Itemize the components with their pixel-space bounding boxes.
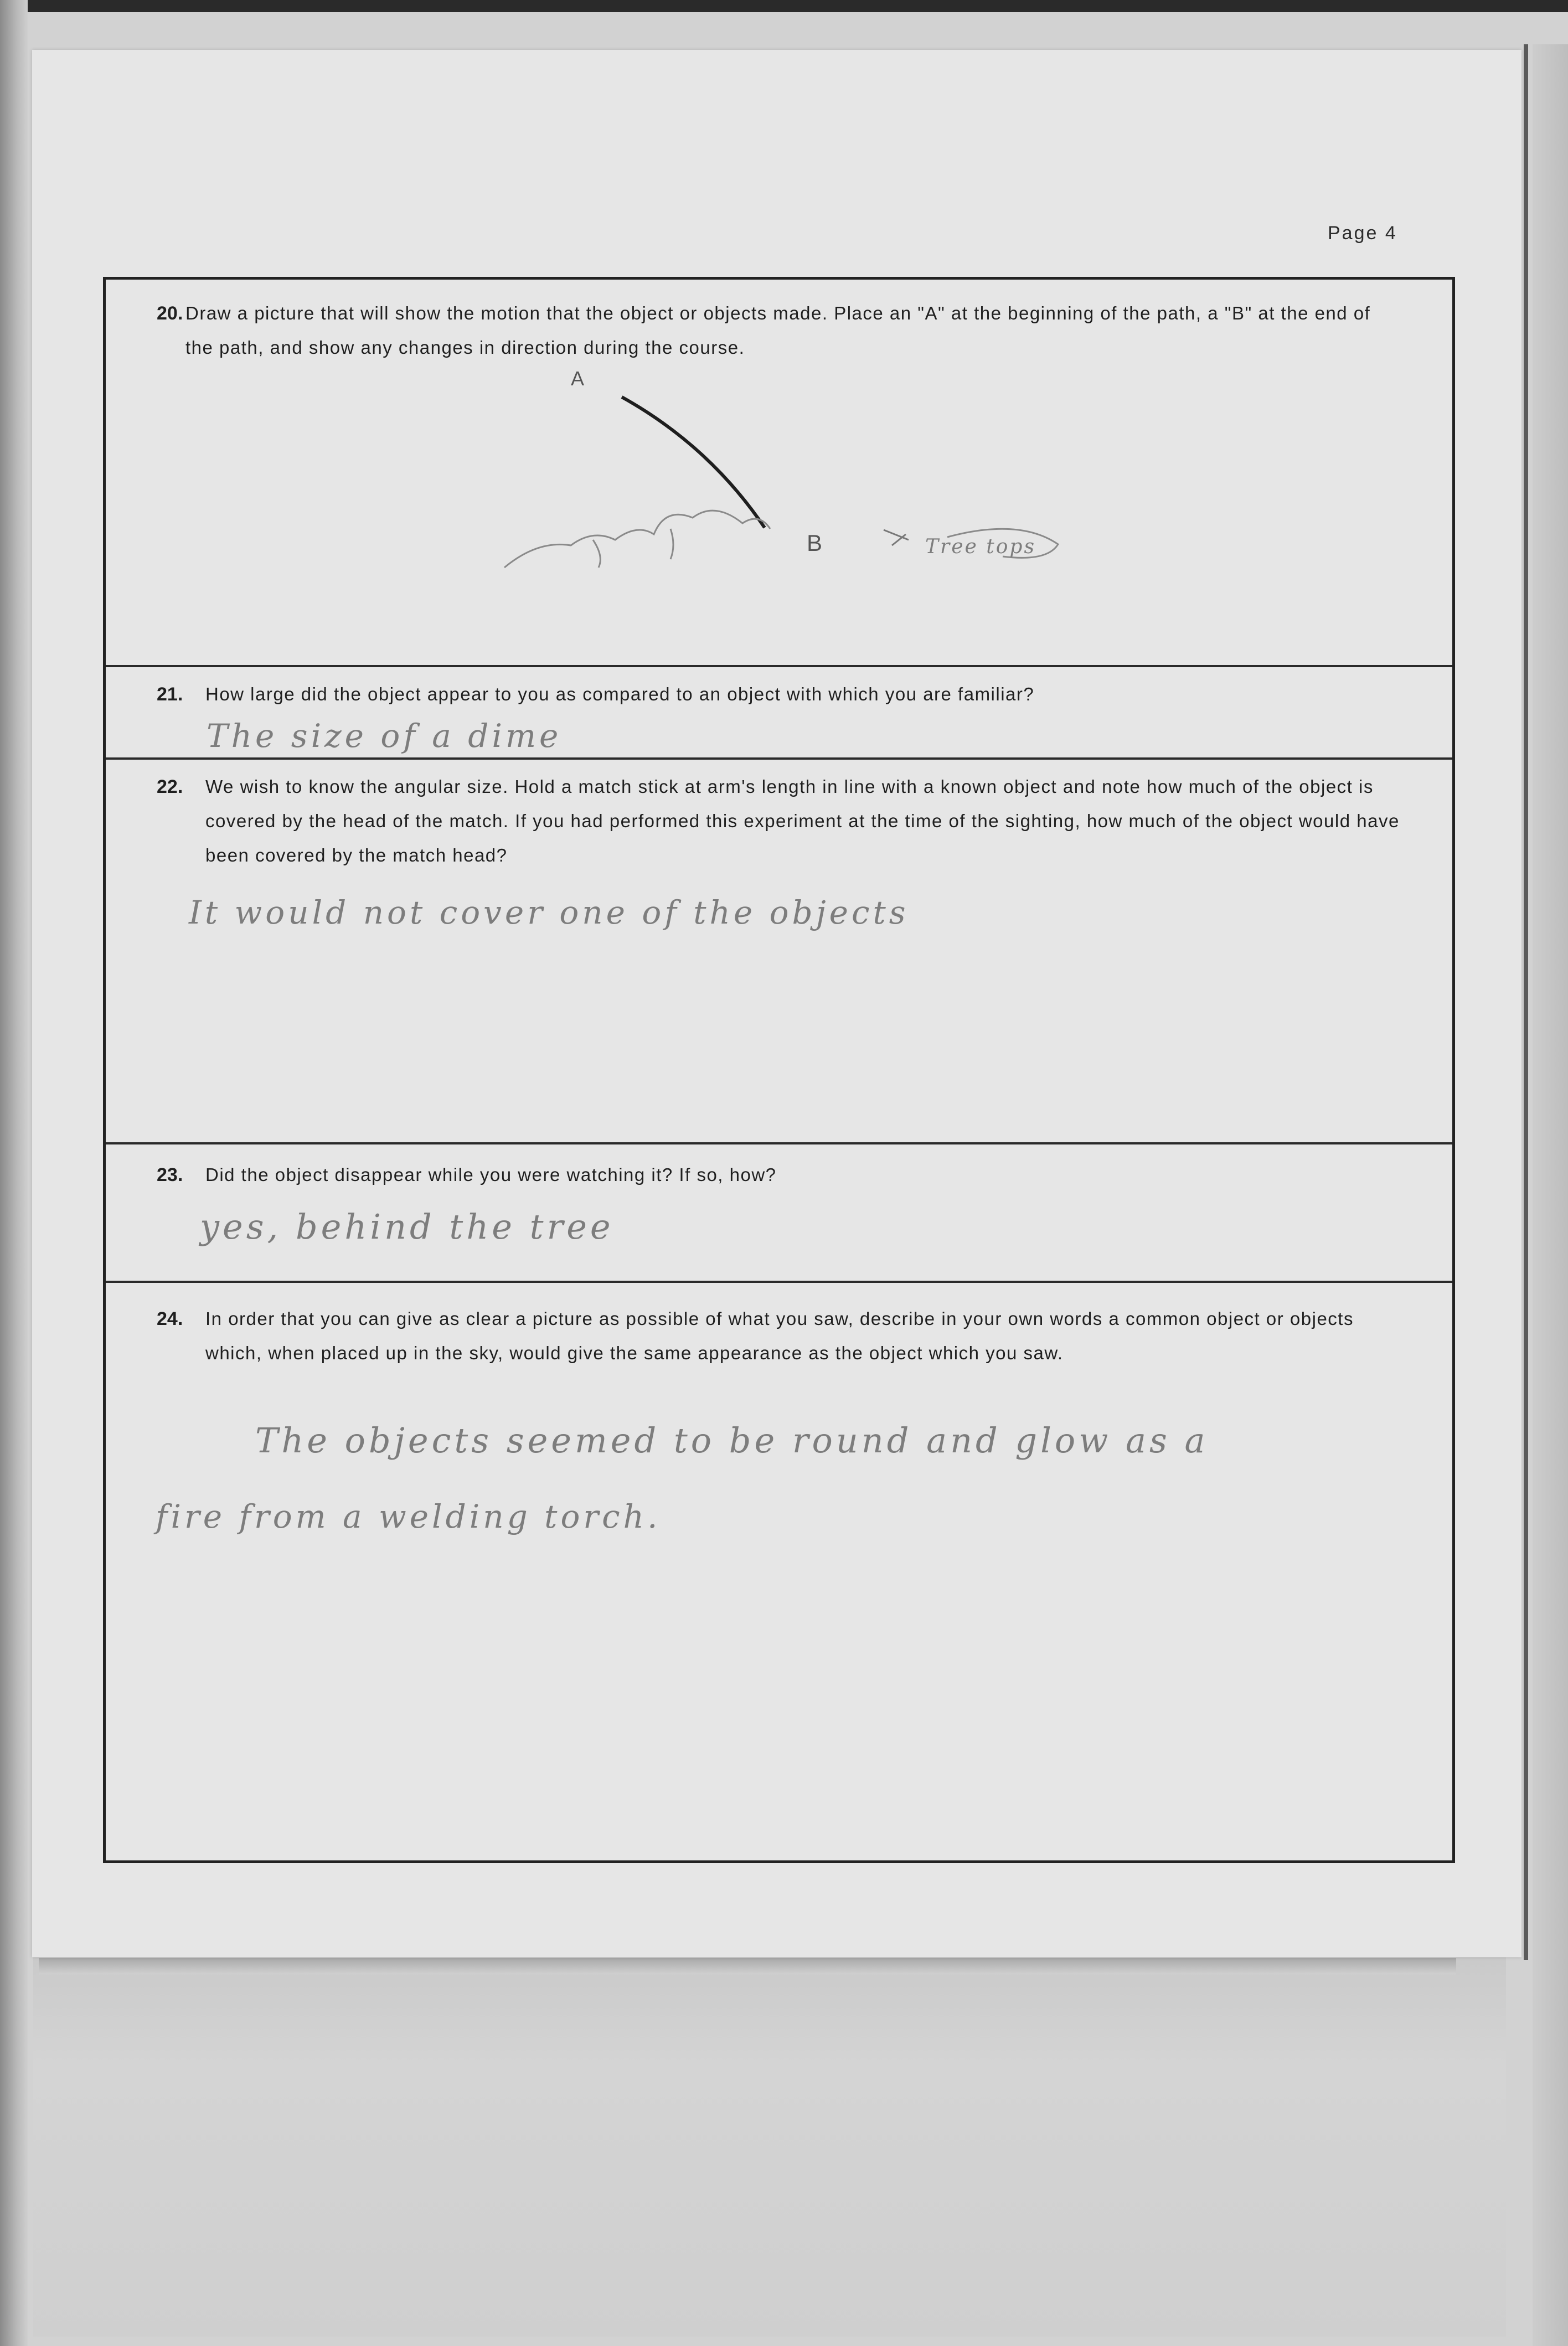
- handwritten-answer: It would not cover one of the objects: [189, 894, 909, 931]
- question-text: Draw a picture that will show the motion that the object or objects made. Place an "A" at the beginning of the path, a "B" at the end of the path, and show any changes in direction during the course.: [185, 303, 1371, 358]
- question-number: 23.: [157, 1164, 183, 1185]
- underlying-sheet: [33, 1949, 1506, 2337]
- question-21-section: [106, 667, 1452, 760]
- question-number: 22.: [157, 776, 183, 797]
- handwritten-answer: yes, behind the tree: [200, 1206, 614, 1247]
- question-22-section: [106, 760, 1452, 1144]
- questionnaire-form: [103, 277, 1455, 1863]
- path-end-label: B: [807, 530, 823, 556]
- handwritten-answer-line: fire from a welding torch.: [156, 1498, 661, 1535]
- tree-tops-arrow: [884, 530, 909, 545]
- question-number: 20.: [157, 303, 183, 324]
- question-20-section: [106, 280, 1452, 667]
- question-text: How large did the object appear to you as compared to an object with which you are familiar?: [205, 684, 1035, 704]
- question-23-section: [106, 1144, 1452, 1283]
- motion-path-drawing: [106, 280, 1452, 667]
- scan-right-edge: [1533, 44, 1568, 2346]
- tree-tops-note: Tree tops: [925, 535, 1036, 558]
- underlying-sheet-shadow: [39, 1958, 1456, 1974]
- handwritten-answer: The size of a dime: [207, 717, 562, 755]
- question-24-section: [106, 1283, 1452, 1860]
- question-text: In order that you can give as clear a picture as possible of what you saw, describe in your own words a common object or objects which, when placed up in the sky, would give the same appearance as the object which you saw.: [205, 1308, 1354, 1363]
- question-number: 21.: [157, 684, 183, 705]
- tree-tops-outline: [593, 529, 673, 568]
- page-number: Page 4: [1328, 223, 1397, 244]
- motion-path-line: [622, 397, 765, 528]
- tree-tops-outline: [504, 511, 770, 568]
- scan-left-edge: [0, 0, 28, 2346]
- scan-top-edge: [0, 0, 1568, 12]
- handwritten-answer-line: The objects seemed to be round and glow as a: [255, 1420, 1209, 1461]
- path-start-label: A: [571, 367, 585, 390]
- question-text: We wish to know the angular size. Hold a match stick at arm's length in line with a known object and note how much of the object is covered by the head of the match. If you had performed this experiment at the time of the sighting, how much of the object would have been covered by the match head?: [205, 776, 1400, 865]
- question-number: 24.: [157, 1308, 183, 1329]
- scan-right-strip: [1524, 44, 1528, 1960]
- question-text: Did the object disappear while you were watching it? If so, how?: [205, 1164, 777, 1185]
